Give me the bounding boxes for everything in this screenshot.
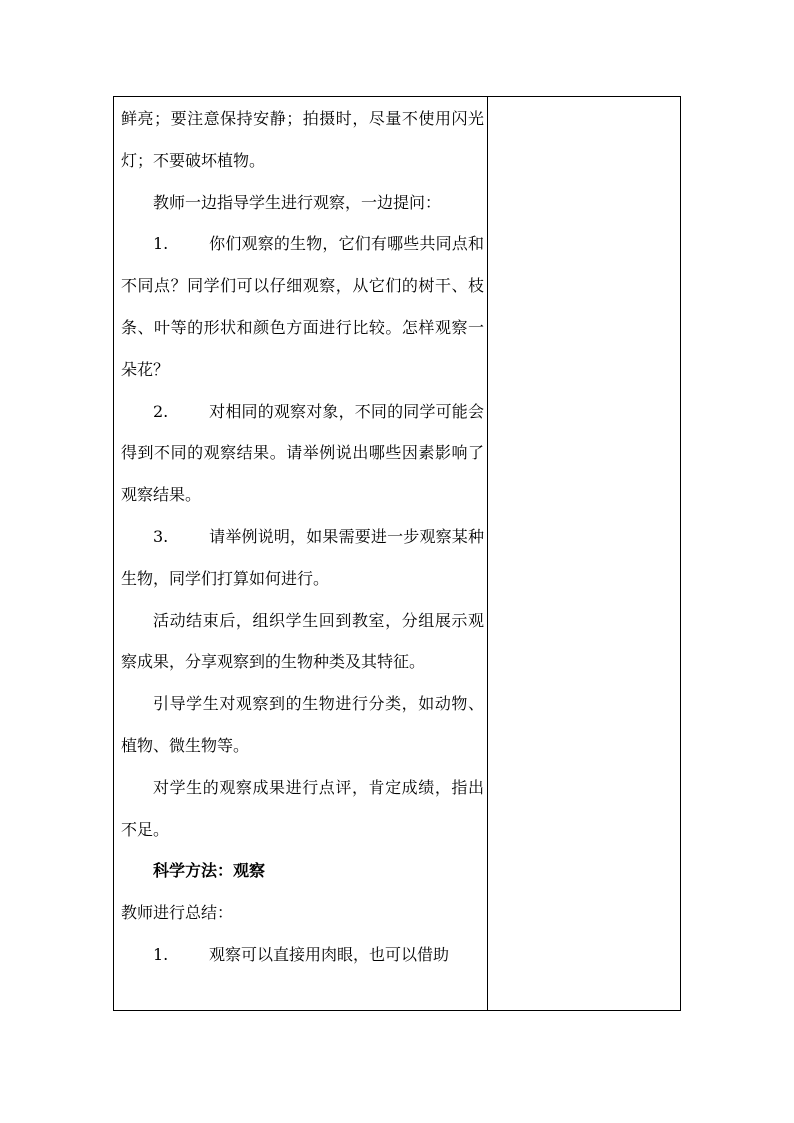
numbered-question [121, 223, 484, 390]
paragraph: 引导学生对观察到的生物进行分类，如动物、植物、微生物等。 [121, 694, 484, 755]
lesson-table [113, 96, 681, 1011]
lesson-text [121, 97, 484, 976]
section-heading: 科学方法：观察 [153, 861, 266, 881]
notes-cell [488, 97, 680, 1010]
paragraph: 对学生的观察成果进行点评，肯定成绩，指出不足。 [121, 777, 484, 839]
numbered-item [121, 934, 484, 976]
list-number: 1. [153, 944, 169, 964]
paragraph: 鲜亮；要注意保持安静；拍摄时，尽量不使用闪光灯；不要破坏植物。 [121, 109, 484, 170]
numbered-question [121, 516, 484, 600]
list-number: 2. [153, 401, 169, 421]
item-text: 观察可以直接用肉眼，也可以借助 [209, 944, 450, 964]
numbered-question [121, 391, 484, 516]
question-text: 你们观察的生物，它们有哪些共同点和不同点？同学们可以仔细观察，从它们的树干、枝条、叶等的形状和颜色方面进行比较。怎样观察一朵花？ [121, 234, 484, 379]
paragraph: 教师进行总结： [121, 903, 234, 923]
lesson-content-cell [114, 97, 488, 1010]
list-number: 1. [153, 234, 169, 254]
paragraph: 教师一边指导学生进行观察，一边提问： [153, 192, 442, 212]
question-text: 请举例说明，如果需要进一步观察某种生物，同学们打算如何进行。 [121, 526, 484, 588]
paragraph: 活动结束后，组织学生回到教室，分组展示观察成果，分享观察到的生物种类及其特征。 [121, 610, 484, 672]
list-number: 3. [153, 526, 169, 546]
question-text: 对相同的观察对象，不同的同学可能会得到不同的观察结果。请举例说出哪些因素影响了观察结果。 [121, 401, 484, 505]
